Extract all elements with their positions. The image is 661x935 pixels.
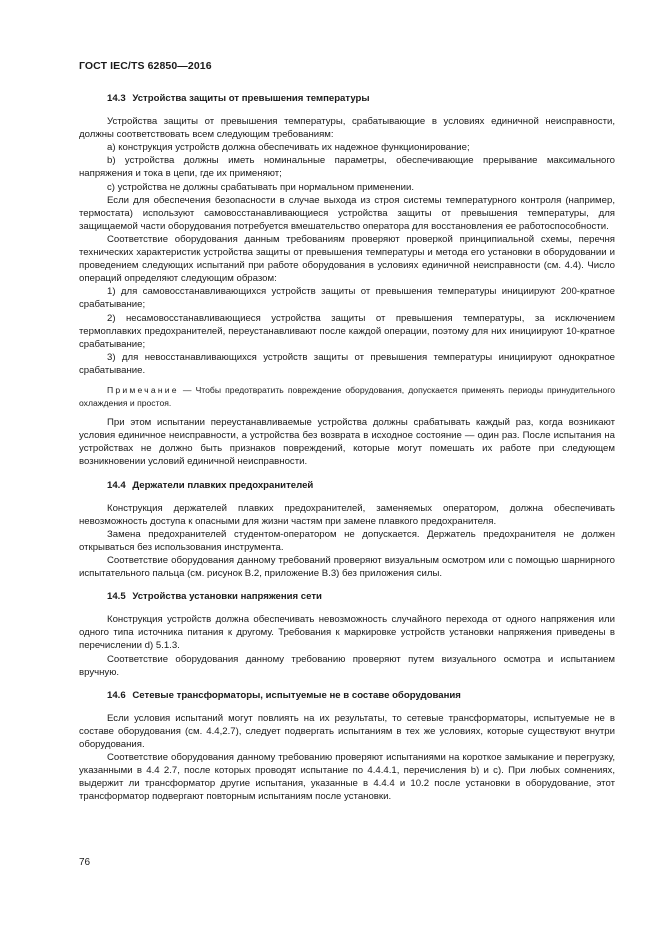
section-heading-14-5 [79, 590, 615, 603]
list-item: 2) несамовосстанавливающиеся устройства защиты от превышения температуры, за исключением термоплавких предохранителей, переустанавливают после каждой операции, поэтому для них инициируют 10-кратное срабатывание; [79, 312, 615, 350]
list-item: a) конструкция устройств должна обеспечивать их надежное функционирование; [107, 142, 470, 154]
note [79, 384, 615, 409]
paragraph: Если для обеспечения безопасности в случае выхода из строя системы температурного контроля (например, термостата) используют самовосстанавливающиеся устройства защиты от превышения температуры, для защищаемой части оборудования потребуется вмешательство оператора для восстановления ее работоспособности. [79, 194, 615, 232]
document-body [79, 92, 615, 804]
paragraph: Конструкция устройств должна обеспечивать невозможность случайного перехода от одного напряжения или одного типа источника питания к другому. Требования к маркировке устройств установки напряжения приведены в перечислении d) 5.1.3. [79, 614, 615, 652]
paragraph: Если условия испытаний могут повлиять на их результаты, то сетевые трансформаторы, испытуемые не в составе оборудования (см. 4.4,2.7), следует подвергать испытаниям в тех же условиях, которые существуют внутри оборудования. [79, 712, 615, 751]
section-heading-14-4 [79, 479, 615, 492]
paragraph: Соответствие оборудования данному требований проверяют визуальным осмотром или с помощью шарнирного испытательного пальца (см. рисунок В.2, приложение В.3) без приложения силы. [79, 555, 615, 580]
section-title: Устройства установки напряжения сети [132, 591, 322, 603]
document-header: ГОСТ IEC/TS 62850—2016 [79, 60, 212, 72]
paragraph: При этом испытании переустанавливаемые устройства должны срабатывать каждый раз, когда возникают условия единичное неисправности, а устройства без возврата в исходное состояние — один раз. После испытания на устройствах не должно быть признаков повреждений, которые могут помешать их работе при следующем возникновении условий единичной неисправности. [79, 417, 615, 468]
note-text: — Чтобы предотвратить повреждение оборудования, допускается применять периоды принудительного охлаждения и простоя. [79, 384, 615, 408]
paragraph: Соответствие оборудования данным требованиям проверяют проверкой принципиальной схемы, перечня технических характеристик устройства защиты от превышения температуры и метода его установки в оборудовании и проведением следующих испытаний при работе оборудования в условиях единичной неисправности (см. 4.4). Число операций определяют следующим образом: [79, 233, 615, 285]
paragraph: Соответствие оборудования данному требованию проверяют путем визуального осмотра и испытанием вручную. [79, 653, 615, 678]
section-number: 14.5 [107, 591, 126, 603]
section-title: Устройства защиты от превышения температуры [132, 93, 370, 104]
paragraph: Конструкция держателей плавких предохранителей, заменяемых оператором, должна обеспечивать невозможность доступа к опасными для жизни частям при замене плавкого предохранителя. [79, 502, 615, 527]
paragraph: Устройства защиты от превышения температуры, срабатывающие в условиях единичной неисправности, должны соответствовать всем следующим требованиям: [79, 116, 615, 141]
paragraph: Замена предохранителей студентом-оператором не допускается. Держатель предохранителя не должен открываться без использования инструмента. [79, 528, 615, 553]
page-number: 76 [79, 857, 91, 868]
section-number: 14.4 [107, 479, 126, 491]
section-title: Сетевые трансформаторы, испытуемые не в составе оборудования [132, 689, 461, 701]
list-item: 1) для самовосстанавливающихся устройств защиты от превышения температуры инициируют 200-кратное срабатывание; [79, 286, 615, 311]
section-heading-14-6 [79, 689, 615, 702]
section-number: 14.3 [107, 93, 126, 104]
paragraph: Соответствие оборудования данному требованию проверяют испытаниями на короткое замыкание и перегрузку, указанными в 4.4 2.7, после которых проводят испытание по 4.4.4.1, перечисления b) и c). При любых сомнениях, выдержит ли трансформатор другие испытания, указанные в 4.4.4 и 10.2 после установки в оборудование, этот трансформатор подвергают повторным испытаниям после установки. [79, 752, 615, 803]
section-heading-14-3 [79, 92, 615, 105]
section-title: Держатели плавких предохранителей [132, 479, 314, 491]
list-item: 3) для невосстанавливающихся устройств защиты от превышения температуры инициируют однократное срабатывание. [79, 351, 615, 376]
section-number: 14.6 [107, 689, 126, 701]
list-item: b) устройства должны иметь номинальные параметры, обеспечивающие прерывание максимального напряжения и тока в цепи, где их применяют; [79, 155, 615, 180]
note-label: Примечание [107, 384, 179, 395]
list-item: c) устройства не должны срабатывать при нормальном применении. [107, 181, 415, 193]
